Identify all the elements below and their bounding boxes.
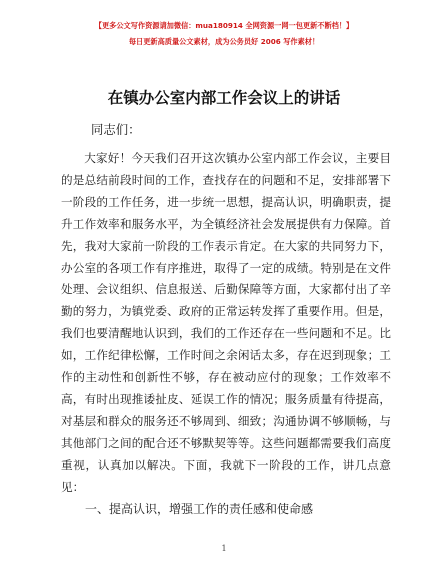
body-paragraph: 大家好！今天我们召开这次镇办公室内部工作会议，主要目的是总结前段时间的工作，查找存在的问题和不足，安排部署下一阶段的工作任务，进一步统一思想，提高认识，明确职责，提升工作效率和服务水平，为全镇经济社会发展提供有力保障。首先，我对大家前一阶段的工作表示肯定。在大家的共同努力下，办公室的各项工作有序推进，取得了一定的成绩。特别是在文件处理、会议组织、信息报送、后勤保障等方面，大家都付出了辛勤的努力，为镇党委、政府的正常运转发挥了重要作用。但是，我们也要清醒地认识到，我们的工作还存在一些问题和不足。比如，工作纪律松懈，工作时间之余闲话太多，存在迟到现象；工作的主动性和创新性不够，存在被动应付的现象；工作效率不高，有时出现推诿扯皮、延误工作的情况；服务质量有待提高，对基层和群众的服务还不够周到、细致；沟通协调不够顺畅，与其他部门之间的配合还不够默契等等。这些问题都需要我们高度重视，认真加以解决。下面，我就下一阶段的工作，讲几点意见： bbox=[61, 151, 391, 494]
promo-banner-line-1: 【更多公文写作资源请加微信：mua180914 全网资源一网一包更新不断档！】 bbox=[94, 21, 354, 30]
page-number: 1 bbox=[221, 544, 227, 553]
section-heading-1: 一、提高认识，增强工作的责任感和使命感 bbox=[85, 502, 314, 516]
document-title: 在镇办公室内部工作会议上的讲话 bbox=[107, 89, 341, 107]
promo-banner-line-2: 每日更新高质量公文素材，成为公务员好 2006 写作素材！ bbox=[128, 37, 320, 46]
greeting: 同志们： bbox=[91, 122, 141, 137]
